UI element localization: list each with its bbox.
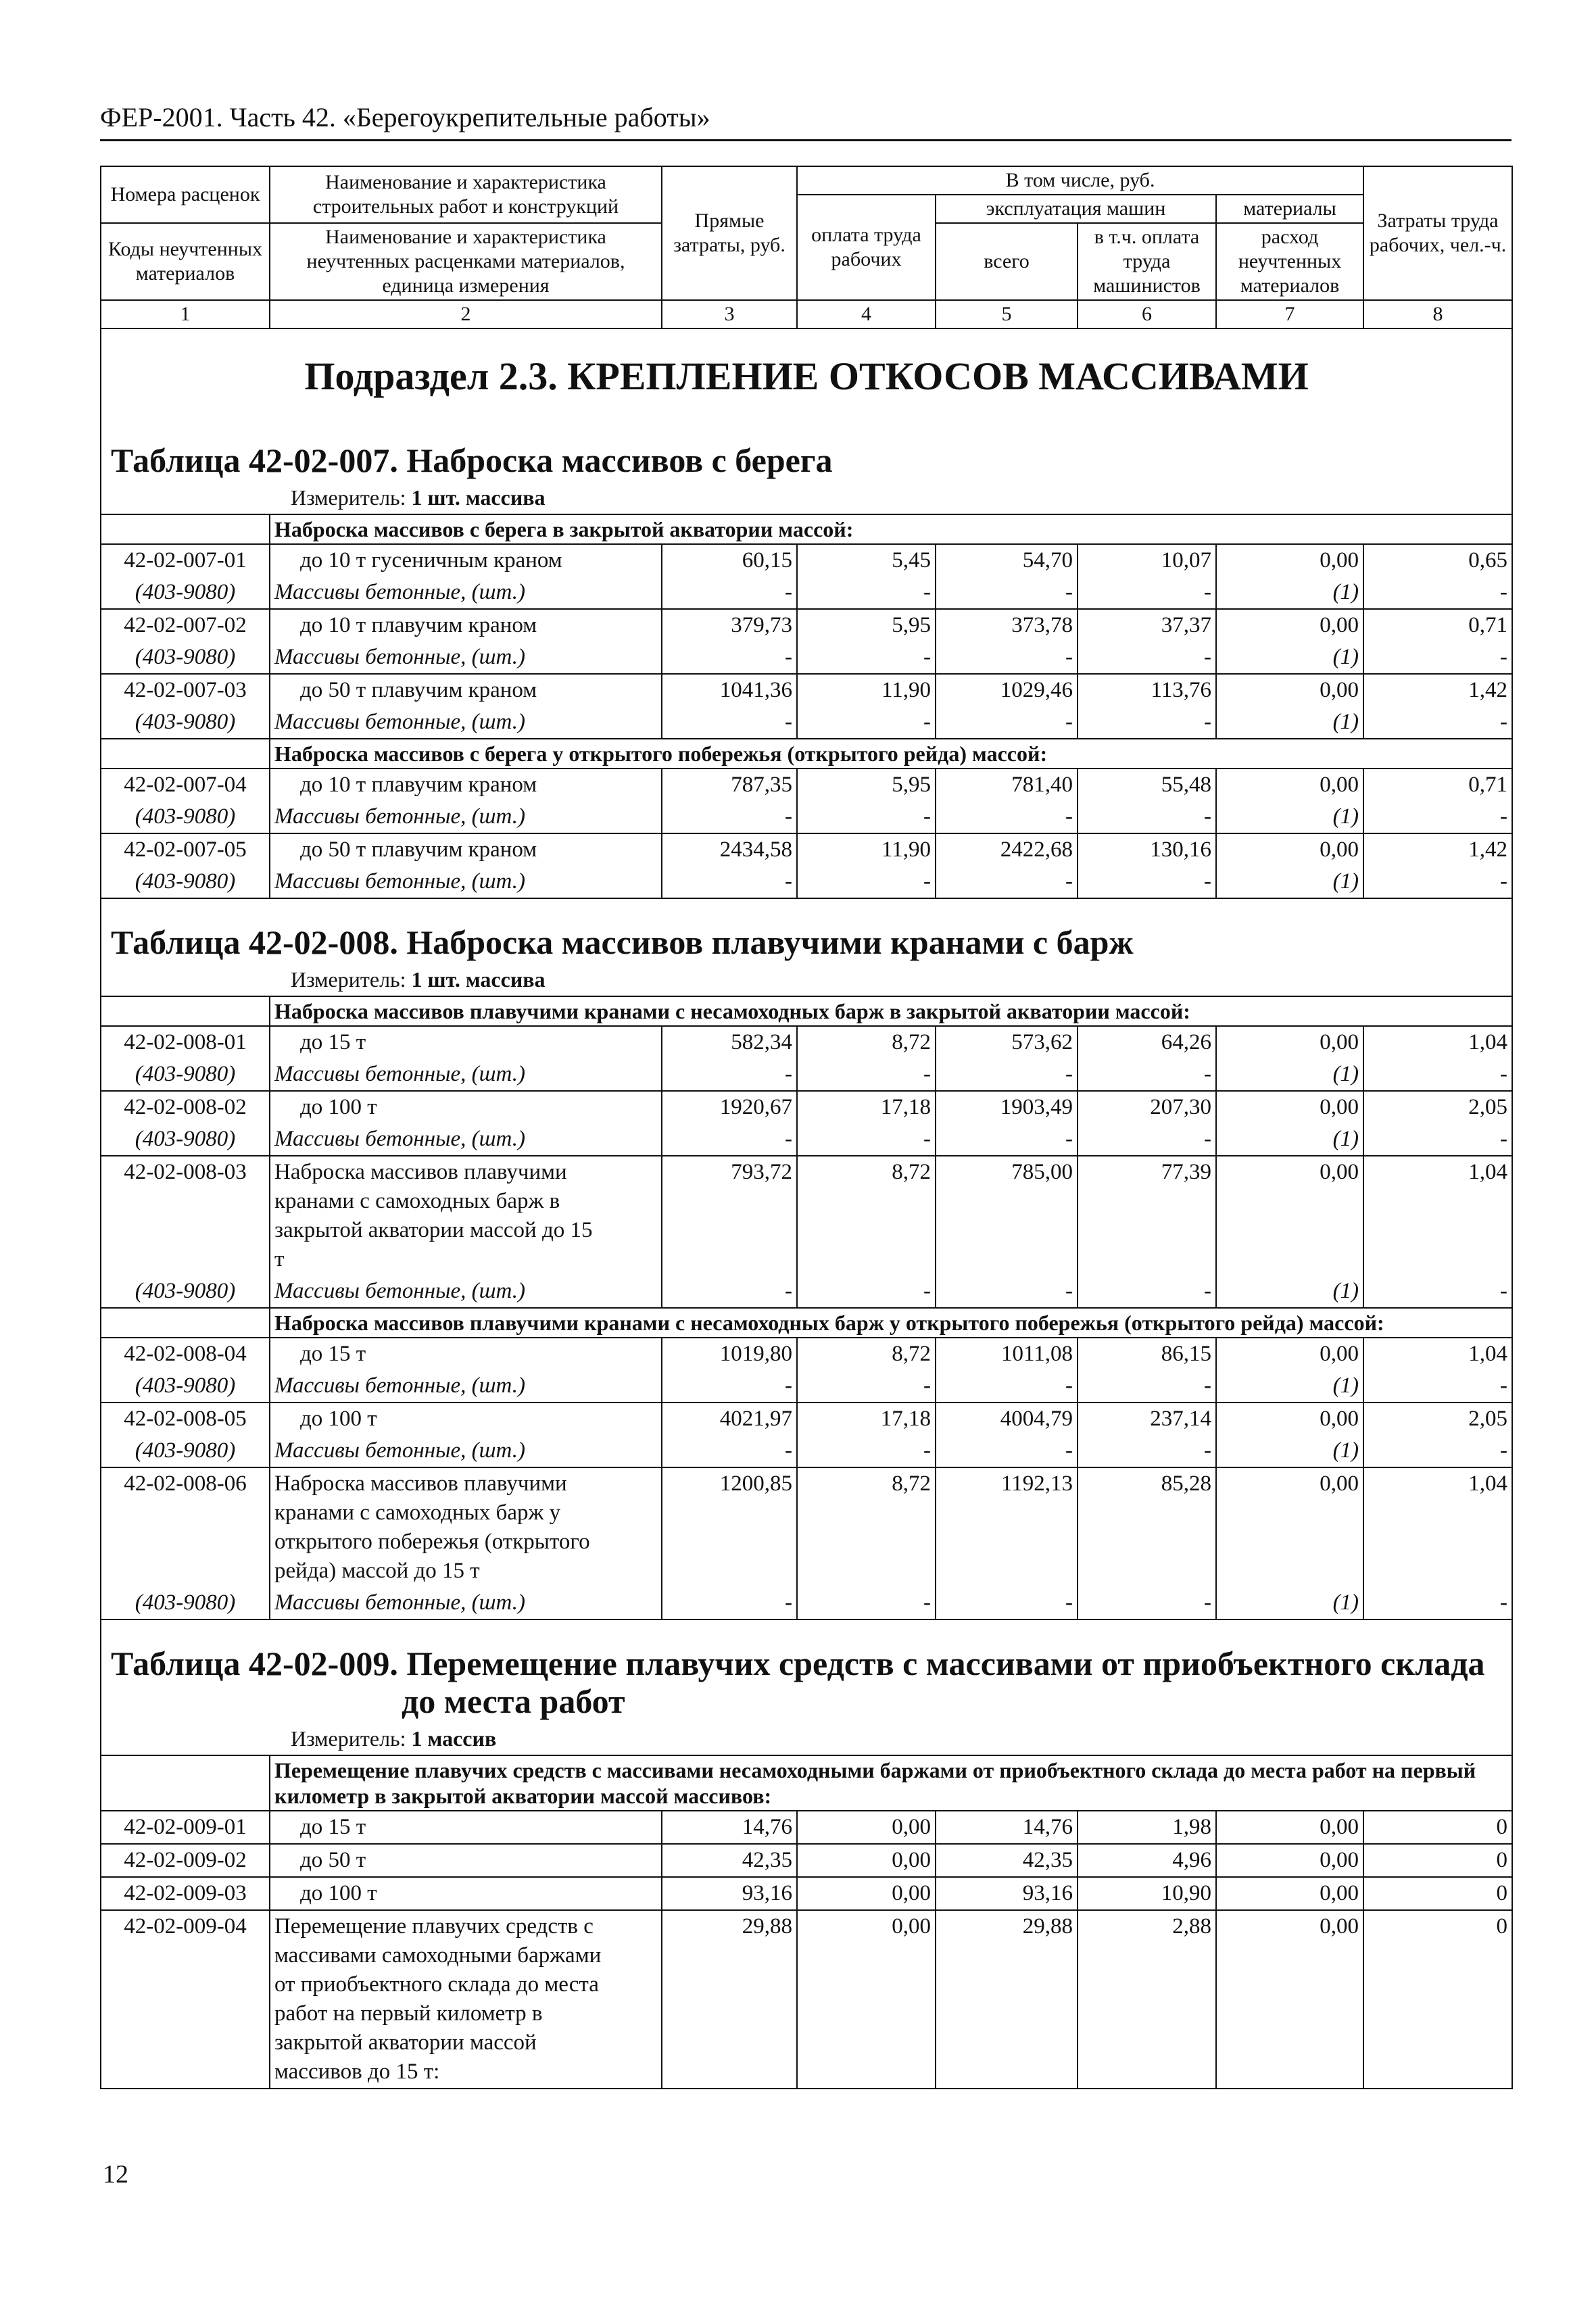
work-name (270, 1910, 662, 2089)
table-row (101, 544, 1512, 577)
value-c3: 1920,67 (662, 1091, 797, 1123)
value-c7: 0,00 (1216, 1844, 1363, 1877)
table-title: Таблица 42-02-008. Наброска массивов плавучими кранами с барж (101, 898, 1512, 964)
col-header-direct-costs: Прямые затраты, руб. (662, 166, 797, 300)
material-m6: - (1078, 1123, 1216, 1156)
value-c6: 113,76 (1078, 674, 1216, 706)
material-row (101, 866, 1512, 898)
value-c4: 17,18 (797, 1091, 936, 1123)
work-name: до 100 т (270, 1403, 662, 1435)
work-name (270, 1467, 662, 1587)
work-name: до 100 т (270, 1877, 662, 1910)
material-m8: - (1363, 801, 1512, 833)
work-name (270, 1156, 662, 1275)
value-c3: 14,76 (662, 1811, 797, 1844)
value-c5: 1029,46 (936, 674, 1078, 706)
work-name-line: т (274, 1247, 285, 1271)
value-c3: 93,16 (662, 1877, 797, 1910)
material-m3: - (662, 866, 797, 898)
rate-code: 42-02-008-05 (101, 1403, 270, 1435)
material-code: (403-9080) (101, 577, 270, 609)
value-c4: 11,90 (797, 833, 936, 866)
material-m6: - (1078, 1435, 1216, 1467)
value-c3: 1041,36 (662, 674, 797, 706)
table-row (101, 1026, 1512, 1058)
value-c4: 5,95 (797, 769, 936, 801)
col-number: 7 (1216, 300, 1363, 328)
material-m4: - (797, 1587, 936, 1619)
work-name-line: от приобъектного склада до места (274, 1972, 599, 1997)
col-header-including: В том числе, руб. (797, 166, 1363, 195)
material-m5: - (936, 1123, 1078, 1156)
value-c8: 1,04 (1363, 1156, 1512, 1275)
value-c8: 1,04 (1363, 1467, 1512, 1587)
value-c7: 0,00 (1216, 1877, 1363, 1910)
rates-table (100, 166, 1513, 2089)
material-m3: - (662, 1058, 797, 1091)
material-m3: - (662, 1275, 797, 1308)
table-row (101, 1811, 1512, 1844)
col-number: 6 (1078, 300, 1216, 328)
value-c6: 55,48 (1078, 769, 1216, 801)
material-row (101, 1435, 1512, 1467)
value-c5: 42,35 (936, 1844, 1078, 1877)
value-c8: 0 (1363, 1910, 1512, 2089)
value-c8: 1,42 (1363, 674, 1512, 706)
material-m7: (1) (1216, 706, 1363, 739)
value-c6: 86,15 (1078, 1338, 1216, 1370)
group-header: Наброска массивов плавучими кранами с несамоходных барж в закрытой акватории массой: (270, 996, 1512, 1026)
material-m7: (1) (1216, 1435, 1363, 1467)
material-row (101, 1587, 1512, 1619)
rate-code: 42-02-008-03 (101, 1156, 270, 1275)
table-title: Таблица 42-02-009. Перемещение плавучих средств с массивами от приобъектного склада до места работ (101, 1619, 1512, 1723)
material-code: (403-9080) (101, 1058, 270, 1091)
material-m6: - (1078, 1275, 1216, 1308)
table-row (101, 1467, 1512, 1587)
value-c8: 1,04 (1363, 1338, 1512, 1370)
value-c4: 0,00 (797, 1910, 936, 2089)
value-c4: 0,00 (797, 1877, 936, 1910)
material-m8: - (1363, 577, 1512, 609)
material-name: Массивы бетонные, (шт.) (270, 1587, 662, 1619)
material-name: Массивы бетонные, (шт.) (270, 1435, 662, 1467)
material-m5: - (936, 1058, 1078, 1091)
work-name: до 10 т плавучим краном (270, 769, 662, 801)
table-measurer: Измеритель: 1 шт. массива (101, 482, 1512, 514)
material-code: (403-9080) (101, 1123, 270, 1156)
material-m3: - (662, 641, 797, 674)
work-name: до 50 т (270, 1844, 662, 1877)
col-header-machine-total: всего (936, 223, 1078, 300)
table-measurer: Измеритель: 1 шт. массива (101, 964, 1512, 996)
table-title: Таблица 42-02-007. Наброска массивов с берега (101, 417, 1512, 482)
work-name-line: массивов до 15 т: (274, 2060, 440, 2084)
col-header-machine-operation: эксплуатация машин (936, 195, 1216, 223)
material-m3: - (662, 706, 797, 739)
material-m8: - (1363, 1587, 1512, 1619)
material-m8: - (1363, 641, 1512, 674)
value-c4: 5,95 (797, 609, 936, 641)
value-c7: 0,00 (1216, 674, 1363, 706)
material-m3: - (662, 1435, 797, 1467)
value-c4: 5,45 (797, 544, 936, 577)
value-c5: 1903,49 (936, 1091, 1078, 1123)
material-m7: (1) (1216, 577, 1363, 609)
group-header: Наброска массивов с берега в закрытой акватории массой: (270, 514, 1512, 544)
material-row (101, 801, 1512, 833)
value-c7: 0,00 (1216, 833, 1363, 866)
value-c7: 0,00 (1216, 609, 1363, 641)
value-c4: 0,00 (797, 1811, 936, 1844)
material-m5: - (936, 1587, 1078, 1619)
material-m4: - (797, 801, 936, 833)
material-m8: - (1363, 1370, 1512, 1403)
material-m5: - (936, 577, 1078, 609)
rate-code: 42-02-007-01 (101, 544, 270, 577)
rate-code: 42-02-008-02 (101, 1091, 270, 1123)
col-header-labor-costs: Затраты труда рабочих, чел.-ч. (1363, 166, 1512, 300)
value-c5: 14,76 (936, 1811, 1078, 1844)
work-name-line: работ на первый километр в (274, 2001, 543, 2026)
value-c4: 0,00 (797, 1844, 936, 1877)
material-m4: - (797, 1435, 936, 1467)
work-name: до 15 т (270, 1811, 662, 1844)
material-m6: - (1078, 801, 1216, 833)
material-m4: - (797, 866, 936, 898)
value-c4: 8,72 (797, 1338, 936, 1370)
table-row (101, 609, 1512, 641)
material-m4: - (797, 1275, 936, 1308)
material-m3: - (662, 1370, 797, 1403)
value-c7: 0,00 (1216, 1910, 1363, 2089)
value-c8: 0,71 (1363, 769, 1512, 801)
material-m6: - (1078, 577, 1216, 609)
rate-code: 42-02-007-04 (101, 769, 270, 801)
material-m7: (1) (1216, 1587, 1363, 1619)
material-m8: - (1363, 1275, 1512, 1308)
group-header: Перемещение плавучих средств с массивами несамоходными баржами от приобъектного склада до места работ на первый километр в закрытой акватории массой массивов: (270, 1755, 1512, 1811)
value-c3: 4021,97 (662, 1403, 797, 1435)
material-m4: - (797, 1370, 936, 1403)
col-header-material-name: Наименование и характеристика неучтенных расценками материалов, единица измерения (270, 223, 662, 300)
value-c3: 42,35 (662, 1844, 797, 1877)
value-c3: 29,88 (662, 1910, 797, 2089)
value-c7: 0,00 (1216, 1403, 1363, 1435)
value-c5: 1192,13 (936, 1467, 1078, 1587)
col-header-operator-pay: в т.ч. оплата труда машинистов (1078, 223, 1216, 300)
material-m8: - (1363, 866, 1512, 898)
value-c6: 64,26 (1078, 1026, 1216, 1058)
material-m7: (1) (1216, 1058, 1363, 1091)
table-row (101, 1091, 1512, 1123)
subsection-title: Подраздел 2.3. КРЕПЛЕНИЕ ОТКОСОВ МАССИВАМИ (101, 328, 1512, 417)
material-code: (403-9080) (101, 1275, 270, 1308)
value-c3: 1200,85 (662, 1467, 797, 1587)
value-c6: 2,88 (1078, 1910, 1216, 2089)
work-name: до 15 т (270, 1338, 662, 1370)
value-c7: 0,00 (1216, 1338, 1363, 1370)
work-name-line: Наброска массивов плавучими (274, 1471, 567, 1496)
material-m6: - (1078, 1370, 1216, 1403)
value-c3: 2434,58 (662, 833, 797, 866)
material-m6: - (1078, 1058, 1216, 1091)
material-m3: - (662, 1123, 797, 1156)
rate-code: 42-02-009-03 (101, 1877, 270, 1910)
value-c3: 582,34 (662, 1026, 797, 1058)
material-row (101, 1058, 1512, 1091)
col-header-work-name: Наименование и характеристика строительных работ и конструкций (270, 166, 662, 223)
value-c6: 4,96 (1078, 1844, 1216, 1877)
material-m6: - (1078, 866, 1216, 898)
value-c3: 1019,80 (662, 1338, 797, 1370)
material-m3: - (662, 801, 797, 833)
work-name-line: кранами с самоходных барж у (274, 1501, 561, 1525)
material-m4: - (797, 641, 936, 674)
table-row (101, 674, 1512, 706)
material-m7: (1) (1216, 641, 1363, 674)
material-row (101, 1275, 1512, 1308)
value-c7: 0,00 (1216, 1811, 1363, 1844)
col-header-worker-pay: оплата труда рабочих (797, 195, 936, 300)
work-name-line: массивами самоходными баржами (274, 1943, 602, 1968)
table-row (101, 1877, 1512, 1910)
table-row (101, 1910, 1512, 2089)
table-row (101, 1156, 1512, 1275)
material-code: (403-9080) (101, 1435, 270, 1467)
material-m8: - (1363, 706, 1512, 739)
material-m8: - (1363, 1435, 1512, 1467)
rate-code: 42-02-009-01 (101, 1811, 270, 1844)
col-number: 3 (662, 300, 797, 328)
group-header: Наброска массивов плавучими кранами с несамоходных барж у открытого побережья (открытого рейда) массой: (270, 1308, 1512, 1338)
table-row (101, 1338, 1512, 1370)
material-name: Массивы бетонные, (шт.) (270, 1123, 662, 1156)
value-c4: 8,72 (797, 1026, 936, 1058)
material-name: Массивы бетонные, (шт.) (270, 1275, 662, 1308)
work-name-line: закрытой акватории массой до 15 (274, 1218, 593, 1242)
material-row (101, 706, 1512, 739)
value-c5: 93,16 (936, 1877, 1078, 1910)
material-m7: (1) (1216, 801, 1363, 833)
material-name: Массивы бетонные, (шт.) (270, 577, 662, 609)
material-m7: (1) (1216, 1275, 1363, 1308)
value-c7: 0,00 (1216, 544, 1363, 577)
value-c3: 793,72 (662, 1156, 797, 1275)
value-c5: 29,88 (936, 1910, 1078, 2089)
rate-code: 42-02-008-01 (101, 1026, 270, 1058)
work-name-line: кранами с самоходных барж в (274, 1189, 560, 1213)
material-code: (403-9080) (101, 706, 270, 739)
value-c7: 0,00 (1216, 769, 1363, 801)
material-code: (403-9080) (101, 866, 270, 898)
table-row (101, 769, 1512, 801)
material-name: Массивы бетонные, (шт.) (270, 1370, 662, 1403)
material-row (101, 641, 1512, 674)
value-c5: 1011,08 (936, 1338, 1078, 1370)
material-m6: - (1078, 641, 1216, 674)
value-c7: 0,00 (1216, 1467, 1363, 1587)
col-number: 2 (270, 300, 662, 328)
value-c4: 8,72 (797, 1156, 936, 1275)
material-m5: - (936, 866, 1078, 898)
material-m4: - (797, 1058, 936, 1091)
table-row (101, 1844, 1512, 1877)
value-c7: 0,00 (1216, 1091, 1363, 1123)
material-m5: - (936, 1275, 1078, 1308)
col-number: 8 (1363, 300, 1512, 328)
material-m7: (1) (1216, 866, 1363, 898)
material-name: Массивы бетонные, (шт.) (270, 866, 662, 898)
work-name: до 10 т плавучим краном (270, 609, 662, 641)
col-header-material-consumption: расход неучтенных материалов (1216, 223, 1363, 300)
value-c3: 787,35 (662, 769, 797, 801)
value-c6: 130,16 (1078, 833, 1216, 866)
value-c8: 0 (1363, 1811, 1512, 1844)
col-number: 1 (101, 300, 270, 328)
material-row (101, 1123, 1512, 1156)
header-rule (100, 139, 1512, 141)
work-name-line: рейда) массой до 15 т (274, 1559, 480, 1583)
material-m5: - (936, 641, 1078, 674)
value-c6: 85,28 (1078, 1467, 1216, 1587)
material-m4: - (797, 577, 936, 609)
rate-code: 42-02-007-03 (101, 674, 270, 706)
value-c8: 1,42 (1363, 833, 1512, 866)
page-header-title: ФЕР-2001. Часть 42. «Берегоукрепительные работы» (100, 102, 710, 132)
material-m8: - (1363, 1058, 1512, 1091)
material-m5: - (936, 706, 1078, 739)
value-c4: 11,90 (797, 674, 936, 706)
value-c6: 37,37 (1078, 609, 1216, 641)
value-c8: 0,65 (1363, 544, 1512, 577)
value-c8: 1,04 (1363, 1026, 1512, 1058)
value-c5: 2422,68 (936, 833, 1078, 866)
value-c6: 10,90 (1078, 1877, 1216, 1910)
work-name-line: Перемещение плавучих средств с (274, 1914, 594, 1939)
material-name: Массивы бетонные, (шт.) (270, 1058, 662, 1091)
value-c6: 207,30 (1078, 1091, 1216, 1123)
value-c8: 2,05 (1363, 1403, 1512, 1435)
value-c5: 4004,79 (936, 1403, 1078, 1435)
material-row (101, 577, 1512, 609)
value-c8: 2,05 (1363, 1091, 1512, 1123)
rate-code: 42-02-007-05 (101, 833, 270, 866)
material-m4: - (797, 706, 936, 739)
rate-code: 42-02-007-02 (101, 609, 270, 641)
material-name: Массивы бетонные, (шт.) (270, 641, 662, 674)
material-m4: - (797, 1123, 936, 1156)
value-c6: 10,07 (1078, 544, 1216, 577)
value-c5: 785,00 (936, 1156, 1078, 1275)
material-name: Массивы бетонные, (шт.) (270, 706, 662, 739)
work-name: до 15 т (270, 1026, 662, 1058)
material-m7: (1) (1216, 1370, 1363, 1403)
material-row (101, 1370, 1512, 1403)
material-code: (403-9080) (101, 1587, 270, 1619)
group-header: Наброска массивов с берега у открытого побережья (открытого рейда) массой: (270, 739, 1512, 769)
material-m5: - (936, 1435, 1078, 1467)
value-c5: 54,70 (936, 544, 1078, 577)
work-name-line: Наброска массивов плавучими (274, 1160, 567, 1184)
value-c4: 8,72 (797, 1467, 936, 1587)
material-code: (403-9080) (101, 801, 270, 833)
value-c8: 0,71 (1363, 609, 1512, 641)
work-name-line: открытого побережья (открытого (274, 1530, 590, 1554)
value-c8: 0 (1363, 1877, 1512, 1910)
value-c7: 0,00 (1216, 1026, 1363, 1058)
value-c6: 1,98 (1078, 1811, 1216, 1844)
page-number: 12 (103, 2160, 128, 2189)
rate-code: 42-02-008-06 (101, 1467, 270, 1587)
col-number: 4 (797, 300, 936, 328)
value-c4: 17,18 (797, 1403, 936, 1435)
value-c5: 781,40 (936, 769, 1078, 801)
value-c8: 0 (1363, 1844, 1512, 1877)
material-m5: - (936, 1370, 1078, 1403)
col-header-material-codes: Коды неучтенных материалов (101, 223, 270, 300)
table-measurer: Измеритель: 1 массив (101, 1723, 1512, 1755)
work-name: до 50 т плавучим краном (270, 833, 662, 866)
work-name: до 50 т плавучим краном (270, 674, 662, 706)
col-header-materials: материалы (1216, 195, 1363, 223)
material-m5: - (936, 801, 1078, 833)
value-c3: 60,15 (662, 544, 797, 577)
material-m7: (1) (1216, 1123, 1363, 1156)
value-c6: 237,14 (1078, 1403, 1216, 1435)
rate-code: 42-02-008-04 (101, 1338, 270, 1370)
work-name: до 10 т гусеничным краном (270, 544, 662, 577)
material-m8: - (1363, 1123, 1512, 1156)
value-c5: 373,78 (936, 609, 1078, 641)
rate-code: 42-02-009-04 (101, 1910, 270, 2089)
value-c7: 0,00 (1216, 1156, 1363, 1275)
col-number: 5 (936, 300, 1078, 328)
material-m3: - (662, 1587, 797, 1619)
work-name: до 100 т (270, 1091, 662, 1123)
material-m6: - (1078, 706, 1216, 739)
col-header-rate-numbers: Номера расценок (101, 166, 270, 223)
work-name-line: закрытой акватории массой (274, 2030, 537, 2055)
rate-code: 42-02-009-02 (101, 1844, 270, 1877)
material-code: (403-9080) (101, 1370, 270, 1403)
material-code: (403-9080) (101, 641, 270, 674)
material-name: Массивы бетонные, (шт.) (270, 801, 662, 833)
value-c3: 379,73 (662, 609, 797, 641)
value-c5: 573,62 (936, 1026, 1078, 1058)
material-m6: - (1078, 1587, 1216, 1619)
value-c6: 77,39 (1078, 1156, 1216, 1275)
material-m3: - (662, 577, 797, 609)
table-row (101, 1403, 1512, 1435)
table-row (101, 833, 1512, 866)
